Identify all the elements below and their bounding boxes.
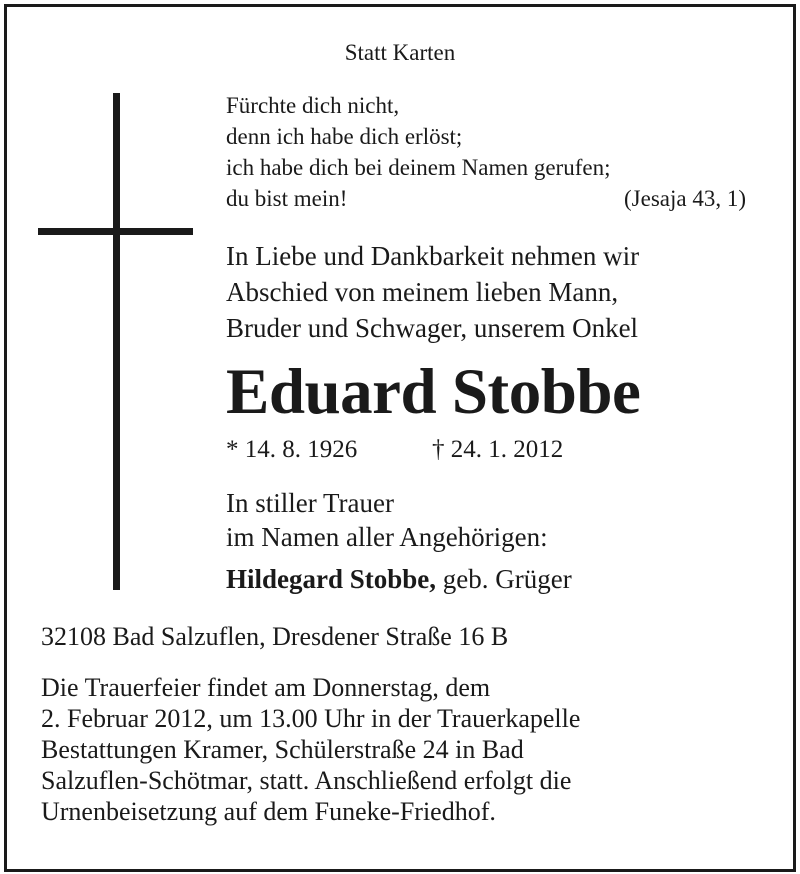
service-line: Bestattungen Kramer, Schülerstraße 24 in Bad bbox=[41, 735, 524, 764]
mourning-text bbox=[226, 486, 548, 554]
verse-line: denn ich habe dich erlöst; bbox=[226, 124, 463, 149]
service-line: 2. Februar 2012, um 13.00 Uhr in der Trauerkapelle bbox=[41, 704, 581, 733]
verse-line: du bist mein! bbox=[226, 186, 348, 211]
cross-icon bbox=[113, 93, 120, 590]
intro-line: Abschied von meinem lieben Mann, bbox=[226, 277, 619, 307]
signer-name: Hildegard Stobbe, bbox=[226, 564, 437, 594]
verse-reference: (Jesaja 43, 1) bbox=[624, 186, 746, 211]
service-line: Die Trauerfeier findet am Donnerstag, dem bbox=[41, 673, 491, 702]
service-line: Salzuflen-Schötmar, statt. Anschließend erfolgt die bbox=[41, 766, 572, 795]
death-date: † 24. 1. 2012 bbox=[432, 436, 564, 463]
verse-line-last bbox=[226, 183, 756, 214]
header-text: Statt Karten bbox=[344, 40, 456, 65]
address: 32108 Bad Salzuflen, Dresdener Straße 16 B bbox=[41, 622, 509, 651]
deceased-name: Eduard Stobbe bbox=[226, 356, 641, 428]
intro-line: In Liebe und Dankbarkeit nehmen wir bbox=[226, 241, 640, 271]
mourning-line: im Namen aller Angehörigen: bbox=[226, 522, 548, 552]
verse-line: ich habe dich bei deinem Namen gerufen; bbox=[226, 155, 611, 180]
signer bbox=[226, 562, 572, 596]
birth-date: * 14. 8. 1926 bbox=[226, 436, 358, 463]
intro-line: Bruder und Schwager, unserem Onkel bbox=[226, 313, 639, 343]
cross-icon-crossbar bbox=[38, 228, 193, 235]
bible-verse bbox=[226, 90, 756, 214]
life-dates bbox=[226, 434, 564, 466]
service-info bbox=[41, 672, 580, 827]
signer-maiden-name: geb. Grüger bbox=[442, 564, 572, 594]
intro-text bbox=[226, 238, 639, 346]
verse-line: Fürchte dich nicht, bbox=[226, 93, 400, 118]
mourning-line: In stiller Trauer bbox=[226, 488, 394, 518]
service-line: Urnenbeisetzung auf dem Funeke-Friedhof. bbox=[41, 797, 496, 826]
